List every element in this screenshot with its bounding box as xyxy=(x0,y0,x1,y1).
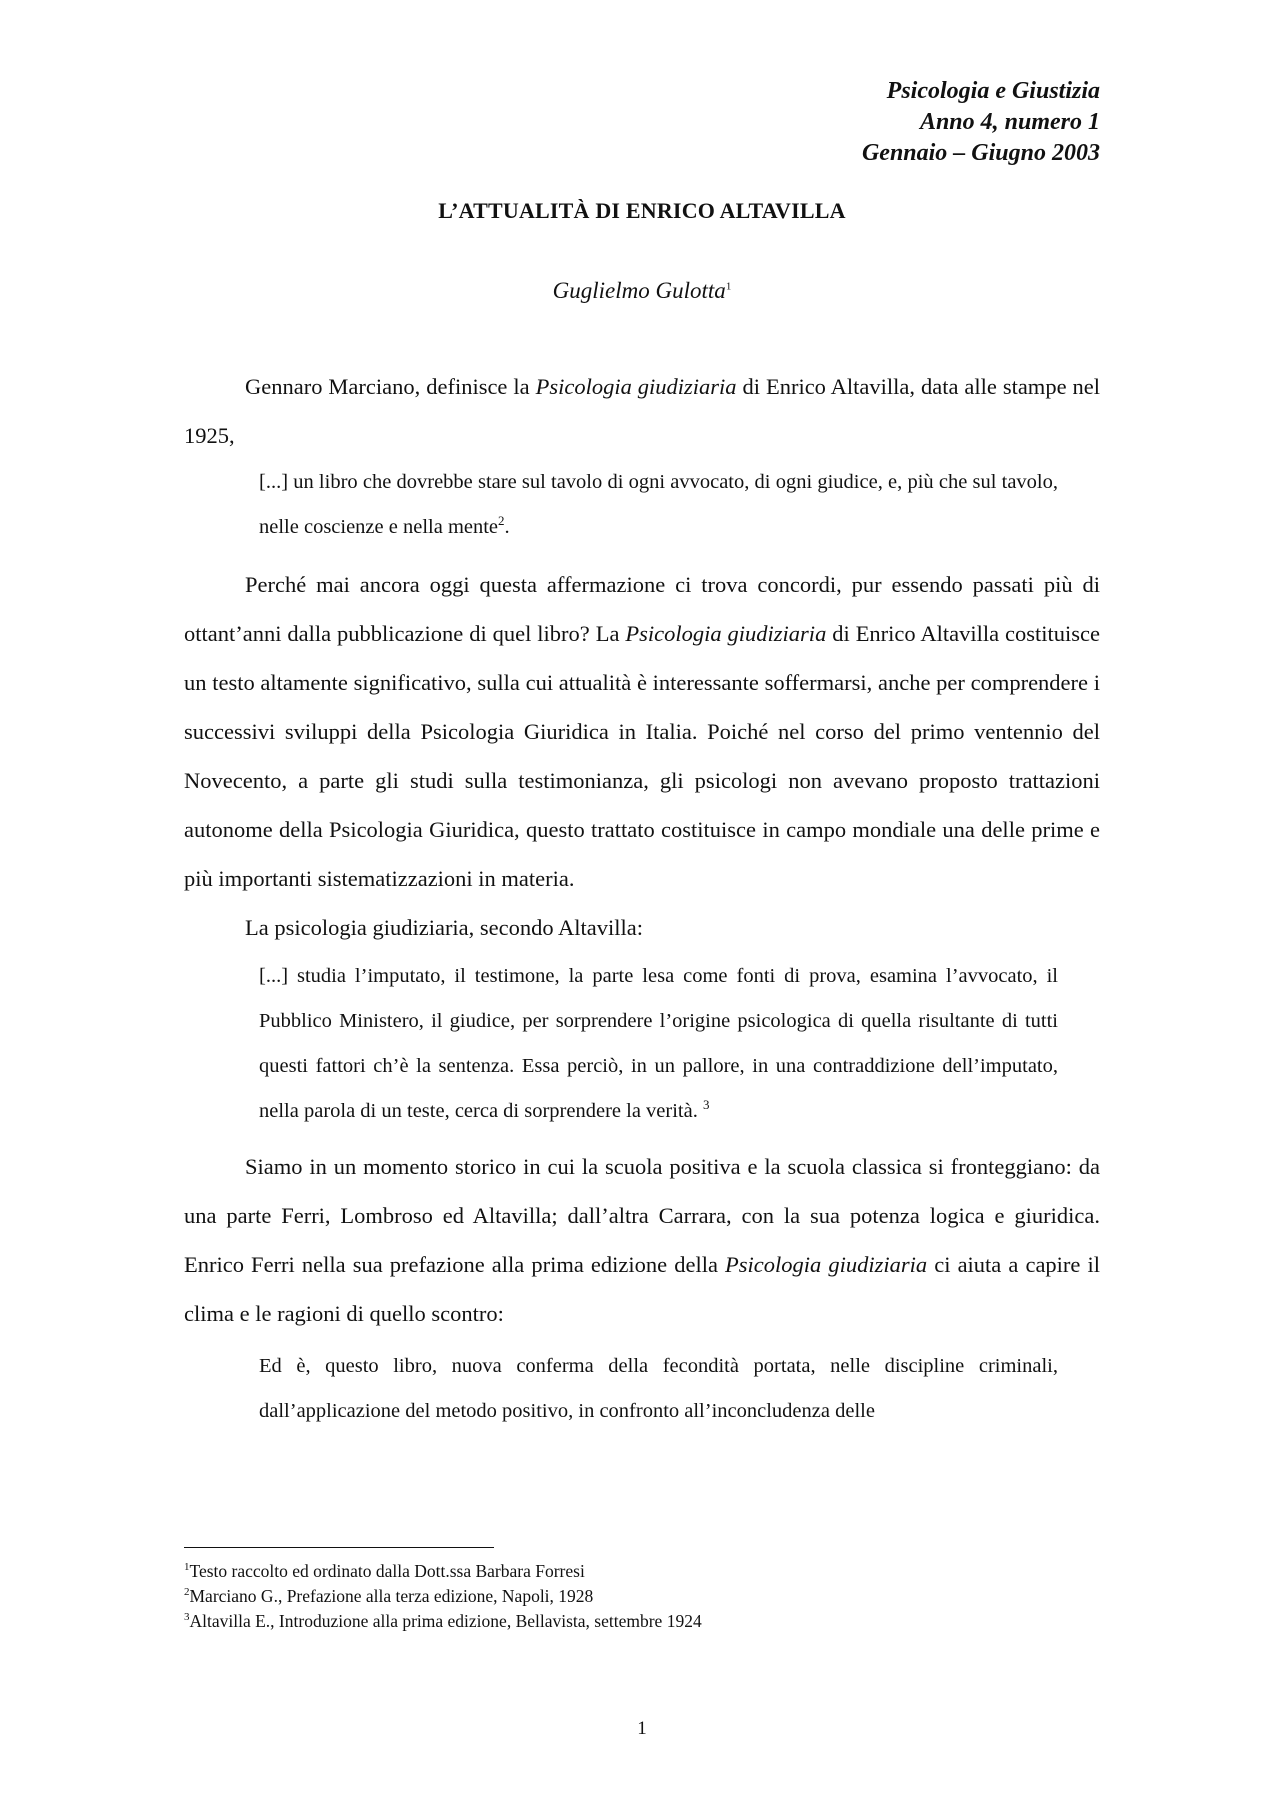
author-name: Guglielmo Gulotta xyxy=(552,278,726,303)
footnote-divider xyxy=(184,1547,494,1548)
footnote-number: 2 xyxy=(184,1586,190,1599)
article-body xyxy=(184,362,1100,1434)
block-quote-1 xyxy=(184,460,1100,550)
footnote-ref-2: 2 xyxy=(498,513,505,529)
paragraph-4 xyxy=(184,1142,1100,1338)
block-quote-1-end: . xyxy=(504,516,510,538)
author-footnote-ref: 1 xyxy=(725,280,732,293)
footnotes xyxy=(184,1559,1100,1634)
paragraph-2-text-a: Perché mai ancora oggi questa affermazione ci trova concordi, pur essendo passati più di ottant’anni dalla pubblicazione di quel libro? La xyxy=(184,572,1100,646)
block-quote-2-text: [...] studia l’imputato, il testimone, la parte lesa come fonti di prova, esamina l’avvocato, il Pubblico Ministero, il giudice, per sorprendere l’origine psicologica di quella risultante di tutti questi fattori ch’è la sentenza. Essa perciò, in un pallore, in una contraddizione dell’imputato, nella parola di un teste, cerca di sorprendere la verità. xyxy=(259,965,1058,1122)
paragraph-4-text-b: ci aiuta a capire il clima e le ragioni di quello scontro: xyxy=(184,1252,1100,1326)
book-title-italic: Psicologia giudiziaria xyxy=(535,374,737,399)
journal-name: Psicologia e Giustizia xyxy=(886,78,1100,104)
footnote-3 xyxy=(184,1609,1100,1634)
footnote-2 xyxy=(184,1584,1100,1609)
document-page xyxy=(184,0,1100,1808)
journal-period: Gennaio – Giugno 2003 xyxy=(861,140,1100,166)
article-title: L’ATTUALITÀ DI ENRICO ALTAVILLA xyxy=(438,198,846,223)
journal-header xyxy=(862,76,1100,169)
book-title-italic: Psicologia giudiziaria xyxy=(725,1252,928,1277)
footnote-number: 1 xyxy=(184,1561,190,1574)
paragraph-4-text-a: Siamo in un momento storico in cui la scuola positiva e la scuola classica si fronteggiano: da una parte Ferri, Lombroso ed Altavilla; dall’altra Carrara, con la sua potenza logica e giuridica. Enrico Ferri nella sua prefazione alla prima edizione della xyxy=(184,1154,1100,1277)
footnote-text: Marciano G., Prefazione alla terza edizione, Napoli, 1928 xyxy=(189,1586,594,1606)
footnote-number: 3 xyxy=(184,1611,190,1624)
paragraph-1 xyxy=(184,362,1100,460)
article-author xyxy=(184,278,1100,304)
paragraph-2 xyxy=(184,560,1100,903)
footnote-text: Testo raccolto ed ordinato dalla Dott.ssa Barbara Forresi xyxy=(189,1561,585,1581)
book-title-italic: Psicologia giudiziaria xyxy=(625,621,827,646)
paragraph-3: La psicologia giudiziaria, secondo Altavilla: xyxy=(245,915,644,940)
paragraph-2-text-b: di Enrico Altavilla costituisce un testo altamente significativo, sulla cui attualità è interessante soffermarsi, anche per comprendere i successivi sviluppi della Psicologia Giuridica in Italia. Poiché nel corso del primo ventennio del Novecento, a parte gli studi sulla testimonianza, gli psicologi non avevano proposto trattazioni autonome della Psicologia Giuridica, questo trattato costituisce in campo mondiale una delle prime e più importanti sistematizzazioni in materia. xyxy=(184,621,1100,891)
block-quote-1-text: [...] un libro che dovrebbe stare sul tavolo di ogni avvocato, di ogni giudice, e, più che sul tavolo, nelle coscienze e nella mente xyxy=(259,471,1058,538)
block-quote-3-text: Ed è, questo libro, nuova conferma della fecondità portata, nelle discipline criminali, dall’applicazione del metodo positivo, in confronto all’inconcludenza delle xyxy=(259,1355,1058,1422)
footnote-ref-3: 3 xyxy=(702,1097,710,1113)
paragraph-1-text-b: di Enrico Altavilla, data alle stampe nel 1925, xyxy=(184,374,1100,448)
page-number: 1 xyxy=(637,1718,647,1739)
block-quote-2 xyxy=(184,954,1100,1134)
block-quote-3 xyxy=(184,1344,1100,1434)
footnote-text: Altavilla E., Introduzione alla prima edizione, Bellavista, settembre 1924 xyxy=(189,1611,702,1631)
paragraph-1-text-a: Gennaro Marciano, definisce la xyxy=(245,374,536,399)
footnote-1 xyxy=(184,1559,1100,1584)
journal-issue: Anno 4, numero 1 xyxy=(919,109,1100,135)
